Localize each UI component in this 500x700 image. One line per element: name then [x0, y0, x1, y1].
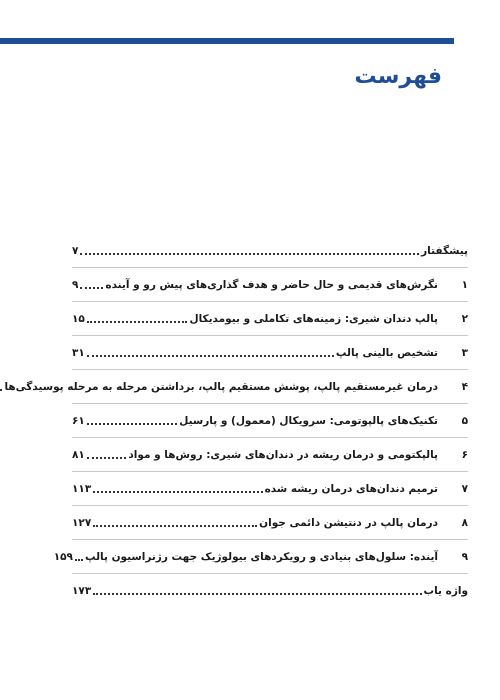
dot-leader: [87, 355, 334, 357]
toc-entry-chapter-6[interactable]: [72, 438, 468, 472]
entry-title: پالپکتومی و درمان ریشه در دندان‌های شیری: روش‌ها و مواد: [128, 448, 438, 461]
entry-page-number: ۱۵: [72, 312, 85, 325]
dot-leader: [93, 491, 262, 493]
dot-leader: [80, 253, 419, 255]
entry-number: ۳: [461, 346, 468, 359]
entry-number: ۸: [461, 516, 468, 529]
entry-title: نگرش‌های قدیمی و حال حاضر و هدف گذاری‌های پیش رو و آینده: [105, 278, 438, 291]
entry-page-number: ۶۱: [72, 414, 85, 427]
dot-leader: [87, 457, 127, 459]
entry-page-number: ۱۷۳: [72, 584, 92, 597]
dot-leader: [93, 525, 257, 527]
entry-page-number: ۳۱: [72, 346, 85, 359]
entry-title: واژه یاب: [423, 584, 468, 597]
toc-entry-chapter-9[interactable]: [53, 540, 468, 574]
entry-number: ۴: [461, 380, 468, 393]
table-of-contents: [4, 234, 468, 607]
toc-entry-chapter-4[interactable]: [4, 370, 468, 404]
entry-number: ۶: [461, 448, 468, 461]
toc-entry-glossary[interactable]: [72, 574, 468, 607]
entry-page-number: ۱۱۳: [72, 482, 92, 495]
entry-title: تشخیص بالینی پالپ: [335, 346, 438, 359]
header-rule: [0, 38, 454, 44]
entry-title: درمان غیرمستقیم پالپ، پوشش مستقیم پالپ، برداشتن مرحله به مرحله پوسیدگی‌ها: [4, 380, 438, 393]
dot-leader: [0, 389, 2, 391]
page-title: فهرست: [354, 64, 442, 89]
toc-entry-chapter-8[interactable]: [72, 506, 468, 540]
entry-title: پالپ دندان شیری: زمینه‌های تکاملی و بیومدیکال: [189, 312, 438, 325]
toc-entry-chapter-1[interactable]: [72, 268, 468, 302]
toc-entry-preface[interactable]: [72, 234, 468, 268]
dot-leader: [80, 287, 103, 289]
entry-page-number: ۱۲۷: [72, 516, 92, 529]
dot-leader: [93, 593, 421, 595]
dot-leader: [87, 423, 177, 425]
entry-number: ۲: [461, 312, 468, 325]
entry-page-number: ۱۵۹: [53, 550, 73, 563]
entry-number: ۹: [461, 550, 468, 563]
entry-title: درمان پالپ در دنتیشن دائمی جوان: [259, 516, 438, 529]
entry-number: ۱: [461, 278, 468, 291]
entry-title: تکنیک‌های پالپوتومی: سرویکال (معمول) و پارسیل: [179, 414, 438, 427]
entry-number: ۵: [461, 414, 468, 427]
dot-leader: [75, 559, 83, 561]
toc-entry-chapter-5[interactable]: [72, 404, 468, 438]
entry-number: ۷: [461, 482, 468, 495]
toc-entry-chapter-3[interactable]: [72, 336, 468, 370]
entry-page-number: ۹: [72, 278, 79, 291]
entry-title: آینده: سلول‌های بنیادی و رویکردهای بیولوژیک جهت رژنراسیون پالپ: [84, 550, 438, 563]
entry-page-number: ۸۱: [72, 448, 85, 461]
entry-title: ترمیم دندان‌های درمان ریشه شده: [264, 482, 438, 495]
toc-entry-chapter-7[interactable]: [72, 472, 468, 506]
entry-title: پیشگفتار: [421, 244, 468, 257]
entry-page-number: ۷: [72, 244, 79, 257]
dot-leader: [87, 321, 188, 323]
toc-entry-chapter-2[interactable]: [72, 302, 468, 336]
